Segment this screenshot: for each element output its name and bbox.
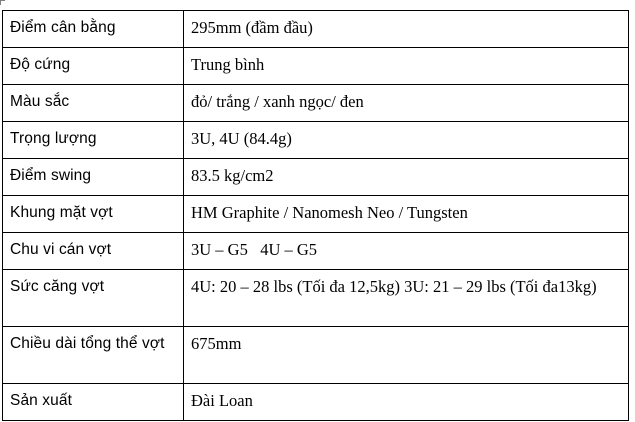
spec-value: 3U – G5 4U – G5: [184, 233, 629, 270]
spec-row-origin: [3, 384, 629, 421]
spec-value: đỏ/ trắng / xanh ngọc/ đen: [184, 85, 629, 122]
spec-value: 295mm (đầm đầu): [184, 11, 629, 48]
spec-label: Điểm cân bằng: [3, 11, 184, 48]
spec-label: Chiều dài tổng thể vợt: [3, 327, 184, 384]
spec-label: Độ cứng: [3, 48, 184, 85]
spec-label: Chu vi cán vợt: [3, 233, 184, 270]
spec-row-swing-weight: [3, 159, 629, 196]
spec-row-colors: [3, 85, 629, 122]
spec-value: Đài Loan: [184, 384, 629, 421]
spec-label: Sản xuất: [3, 384, 184, 421]
spec-row-total-length: [3, 327, 629, 384]
spec-row-string-tension: [3, 270, 629, 327]
spec-label: Màu sắc: [3, 85, 184, 122]
spec-label: Khung mặt vợt: [3, 196, 184, 233]
spec-value: Trung bình: [184, 48, 629, 85]
spec-row-weight: [3, 122, 629, 159]
spec-table: [2, 10, 629, 421]
spec-value: 675mm: [184, 327, 629, 384]
spec-value: 4U: 20 – 28 lbs (Tối đa 12,5kg) 3U: 21 – 29 lbs (Tối đa13kg): [184, 270, 629, 327]
spec-value: 83.5 kg/cm2: [184, 159, 629, 196]
spec-label: Sức căng vợt: [3, 270, 184, 327]
spec-value: 3U, 4U (84.4g): [184, 122, 629, 159]
spec-row-frame-material: [3, 196, 629, 233]
spec-row-balance-point: [3, 11, 629, 48]
spec-row-grip-size: [3, 233, 629, 270]
page-corner-mark: [0, 0, 5, 5]
spec-label: Trọng lượng: [3, 122, 184, 159]
spec-label: Điểm swing: [3, 159, 184, 196]
spec-row-stiffness: [3, 48, 629, 85]
spec-value: HM Graphite / Nanomesh Neo / Tungsten: [184, 196, 629, 233]
